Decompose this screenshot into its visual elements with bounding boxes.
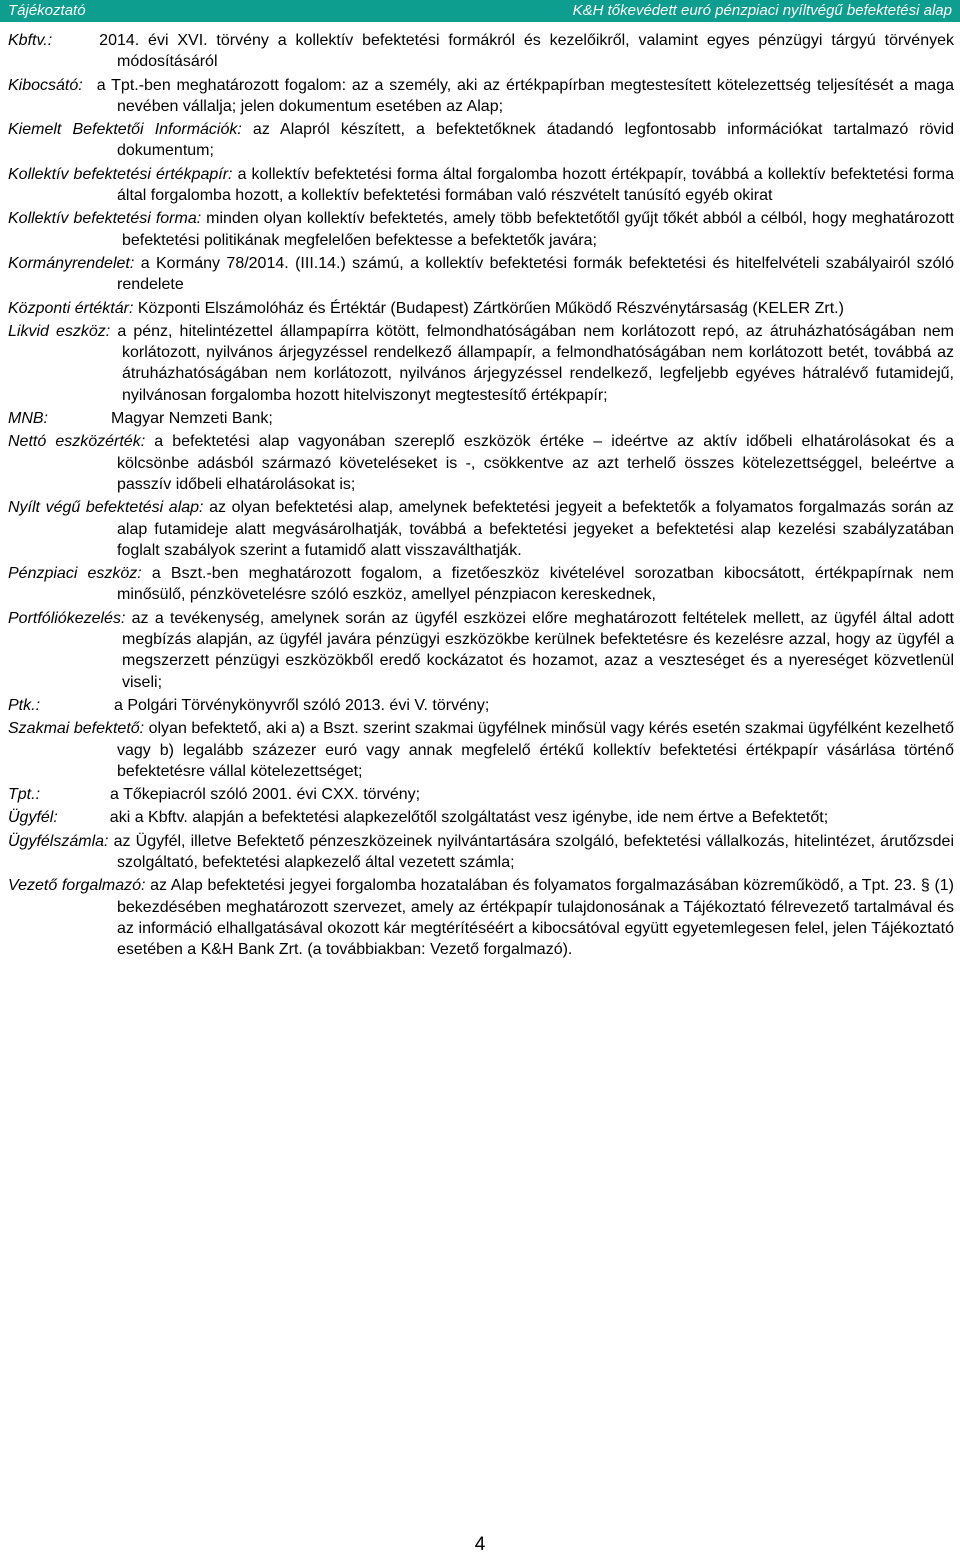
- definition-term: Ügyfélszámla:: [8, 832, 109, 850]
- header-document-type: Tájékoztató: [8, 2, 86, 19]
- definition-text: az Alap befektetési jegyei forgalomba hozatalában és folyamatos forgalmazásában közreműködő, a Tpt. 23. § (1) bekezdésében meghatározott szervezet, amely az értékpapír tulajdonosának a Tájékoztató félrevezető tartalmával és az információ elhallgatásával okozott kár megtérítéséért a kibocsátóval együtt egyetemlegesen felel, jelen Tájékoztató esetében a K&H Bank Zrt. (a továbbiakban: Vezető forgalmazó).: [117, 877, 955, 959]
- definition-text: Központi Elszámolóház és Értéktár (Budapest) Zártkörűen Működő Részvénytársaság (KELER Zrt.): [137, 299, 844, 317]
- definition-term: Tpt.:: [8, 786, 41, 804]
- definition-kollektiv-befektetesi-forma: [8, 208, 954, 251]
- definition-text: a pénz, hitelintézettel állampapírra kötött, felmondhatóságában nem korlátozott repó, az átruházhatóságában nem korlátozott, nyilvános árjegyzéssel rendelkező állampapír, a felmondhatóságában nem korlátozott betét, továbbá az átruházhatóságában nem korlátozott, nyilvános árjegyzéssel rendelkező, legfeljebb egyéves hátralévő futamidejű, nyilvánosan forgalomba hozott hitelviszonyt megtestesítő értékpapír;: [117, 322, 954, 404]
- definition-kiemelt-befektetoi-informaciok: [8, 119, 954, 162]
- definition-kibocsato: [8, 75, 954, 118]
- definition-term: Kibocsátó:: [8, 76, 83, 94]
- definition-term: Kormányrendelet:: [8, 254, 135, 272]
- definition-text: a Tőkepiacról szóló 2001. évi CXX. törvény;: [110, 786, 421, 804]
- definition-term: Kollektív befektetési forma:: [8, 210, 202, 228]
- definition-term: MNB:: [8, 410, 48, 428]
- definition-nyilt-vegu-befektetesi-alap: [8, 497, 954, 561]
- definition-term: Kiemelt Befektetői Információk:: [8, 121, 242, 139]
- definition-term: Portfóliókezelés:: [8, 609, 126, 627]
- definition-vezeto-forgalmazo: [8, 875, 954, 960]
- definition-mnb: [8, 408, 954, 429]
- definition-term: Kbftv.:: [8, 32, 53, 49]
- definition-text: Magyar Nemzeti Bank;: [111, 410, 273, 428]
- definition-term: Szakmai befektető:: [8, 720, 145, 738]
- definition-term: Ptk.:: [8, 696, 41, 714]
- definition-text: olyan befektető, aki a) a Bszt. szerint szakmai ügyfélnek minősül vagy kérés esetén szakmai ügyfélként kezelhető vagy b) legalább százezer euró vagy annak megfelelő értékű kollektív befektetési értékpapír vásárlása történő befektetésre vállal kötelezettséget;: [117, 720, 954, 780]
- definition-tpt: [8, 784, 954, 805]
- definition-term: Nyílt végű befektetési alap:: [8, 499, 204, 517]
- definition-netto-eszkozertek: [8, 431, 954, 495]
- definition-kormanyrendelet: [8, 253, 954, 296]
- definition-text: az Alapról készített, a befektetőknek átadandó legfontosabb információkat tartalmazó rövid dokumentum;: [117, 121, 954, 160]
- definition-text: a Polgári Törvénykönyvről szóló 2013. évi V. törvény;: [114, 696, 490, 714]
- definition-ptk: [8, 695, 954, 716]
- header-fund-name: K&H tőkevédett euró pénzpiaci nyíltvégű befektetési alap: [572, 2, 952, 19]
- definition-kbftv: [8, 30, 954, 73]
- definition-text: a Kormány 78/2014. (III.14.) számú, a kollektív befektetési formák befektetési és hitelfelvételi szabályairól szóló rendelete: [117, 254, 955, 294]
- definition-text: 2014. évi XVI. törvény a kollektív befektetési formákról és kezelőikről, valamint egyes pénzügyi tárgyú törvények módosításáról: [99, 32, 954, 71]
- definition-term: Pénzpiaci eszköz:: [8, 565, 142, 583]
- page-header: [0, 0, 960, 22]
- definition-text: a kollektív befektetési forma által forgalomba hozott értékpapír, továbbá a kollektív befektetési forma által forgalomba hozott, a kollektív befektetési formában való részvételt tanúsító egyéb okirat: [117, 165, 954, 205]
- definition-term: Vezető forgalmazó:: [8, 877, 146, 895]
- definition-term: Nettó eszközérték:: [8, 433, 146, 451]
- page-number: 4: [474, 1534, 486, 1555]
- definition-ugyfelszamla: [8, 831, 954, 874]
- definition-term: Központi értéktár:: [8, 299, 134, 317]
- definition-kozponti-ertektar: [8, 298, 954, 319]
- definition-kollektiv-befektetesi-ertekpapir: [8, 164, 954, 207]
- definition-text: az a tevékenység, amelynek során az ügyfél eszközei előre meghatározott feltételek mellett, az ügyfél által adott megbízás alapján, az ügyfél javára pénzügyi eszközökbe kerülnek befektetésre és kezelésre azzal, hogy az ügyfél a megszerzett pénzügyi eszközökből eredő kockázatot és hozamot, azaz a veszteséget és a nyereséget közvetlenül viseli;: [122, 609, 954, 691]
- definition-text: minden olyan kollektív befektetés, amely több befektetőtől gyűjt tőkét abból a célból, hogy meghatározott befektetési politikának megfelelően befektesse a befektetők javára;: [122, 210, 954, 249]
- definition-text: az olyan befektetési alap, amelynek befektetési jegyeit a befektetők a folyamatos forgalmazás során az alap futamideje alatt megvásárolhatják, továbbá a befektetési jegyeket a befektetési alap kezelési szabályzatában foglalt szabályok szerint a futamidő alatt visszaválthatják.: [117, 499, 955, 559]
- definition-text: aki a Kbftv. alapján a befektetési alapkezelőtől szolgáltatást vesz igénybe, ide nem értve a Befektetőt;: [109, 809, 829, 827]
- definition-term: Ügyfél:: [8, 809, 58, 827]
- definitions-list: [8, 30, 954, 962]
- definition-penzpiaci-eszkoz: [8, 563, 954, 606]
- definition-text: a befektetési alap vagyonában szereplő eszközök értéke – ideértve az aktív időbeli elhatárolásokat és a kölcsönbe adásból származó követeléseket is -, csökkentve az azt terhelő összes kötelezettséggel, beleértve a passzív időbeli elhatárolásokat is;: [117, 433, 954, 493]
- definition-portfoliokezeles: [8, 608, 954, 693]
- definition-text: a Tpt.-ben meghatározott fogalom: az a személy, aki az értékpapírban megtestesített kötelezettség teljesítését a maga nevében vállalja; jelen dokumentum esetében az Alap;: [96, 76, 954, 115]
- definition-szakmai-befekteto: [8, 718, 954, 782]
- definition-text: az Ügyfél, illetve Befektető pénzeszközeinek nyilvántartására szolgáló, befektetési vállalkozás, hitelintézet, árutőzsdei szolgáltató, befektetési alapkezelő által vezetett számla;: [113, 832, 954, 871]
- definition-ugyfel: [8, 807, 954, 828]
- definition-term: Kollektív befektetési értékpapír:: [8, 165, 233, 183]
- definition-text: a Bszt.-ben meghatározott fogalom, a fizetőeszköz kivételével sorozatban kibocsátott, értékpapírnak nem minősülő, pénzkövetelésre szóló eszköz, amellyel pénzpiacon kereskednek,: [117, 565, 955, 604]
- definition-term: Likvid eszköz:: [8, 322, 111, 340]
- definition-likvid-eszkoz: [8, 321, 954, 406]
